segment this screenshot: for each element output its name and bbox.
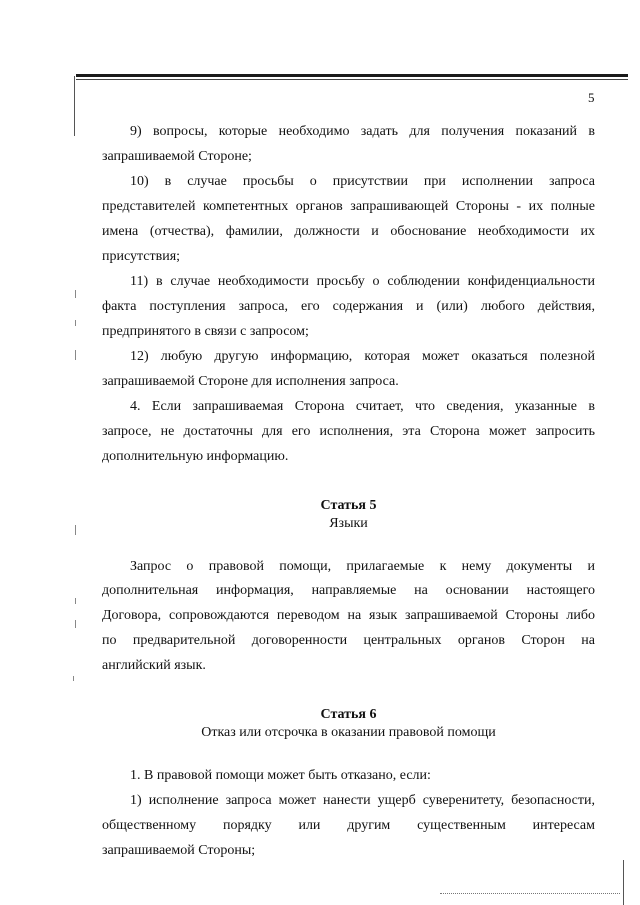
article-6-item-1: 1. В правовой помощи может быть отказано, если: [130,768,431,783]
paragraph-11-line-1: 11) в случае необходимости просьбу о соблюдении конфиденциальности [130,274,595,289]
article-5-title: Языки [329,516,368,531]
paragraph-10-line-2: представителей компетентных органов запрашивающей Стороны - их полные [102,199,595,214]
paragraph-10-line-3: имена (отчества), фамилии, должности и обоснование необходимости их [102,224,595,239]
scan-mark [75,350,76,360]
paragraph-4-line-2: запросе, не достаточны для его исполнения, эта Сторона может запросить [102,424,595,439]
scan-mark [75,598,76,604]
scan-mark [75,320,76,326]
article-6-subitem-1-line-2: общественному порядку или другим существенным интересам [102,818,595,833]
article-6-subitem-1-line-1: 1) исполнение запроса может нанести ущерб суверенитету, безопасности, [130,793,595,808]
header-rule-thin [76,79,628,80]
article-5-line-2: дополнительная информация, направляемые на основании настоящего [102,583,595,598]
page-number: 5 [588,90,595,105]
paragraph-12-line-2: запрашиваемой Стороне для исполнения запроса. [102,374,399,389]
paragraph-10-line-4: присутствия; [102,249,181,264]
scan-mark [75,620,76,628]
paragraph-11-line-2: факта поступления запроса, его содержания и (или) любого действия, [102,299,595,314]
scan-mark [75,525,76,535]
scan-mark [75,290,76,298]
paragraph-9-line-2: запрашиваемой Стороне; [102,149,252,164]
paragraph-12-line-1: 12) любую другую информацию, которая может оказаться полезной [130,349,595,364]
article-6-subitem-1-line-3: запрашиваемой Стороны; [102,843,256,858]
article-5-line-3: Договора, сопровождаются переводом на язык запрашиваемой Стороны либо [102,608,595,623]
article-5-line-5: английский язык. [102,658,206,673]
article-6-heading: Статья 6 [320,707,377,722]
bottom-scan-artifact [440,893,620,894]
paragraph-4-line-1: 4. Если запрашиваемая Сторона считает, что сведения, указанные в [130,399,595,414]
paragraph-9-line-1: 9) вопросы, которые необходимо задать для получения показаний в [130,124,595,139]
page-edge-right [623,860,624,905]
page-edge-left [74,76,75,136]
paragraph-11-line-3: предпринятого в связи с запросом; [102,324,309,339]
scan-mark [73,676,74,681]
paragraph-4-line-3: дополнительную информацию. [102,449,289,464]
article-5-heading: Статья 5 [320,498,377,513]
header-rule [76,74,628,77]
article-5-line-4: по предварительной договоренности центральных органов Сторон на [102,633,595,648]
article-5-line-1: Запрос о правовой помощи, прилагаемые к нему документы и [130,559,595,574]
article-6-title: Отказ или отсрочка в оказании правовой помощи [201,725,496,740]
paragraph-10-line-1: 10) в случае просьбы о присутствии при исполнении запроса [130,174,595,189]
